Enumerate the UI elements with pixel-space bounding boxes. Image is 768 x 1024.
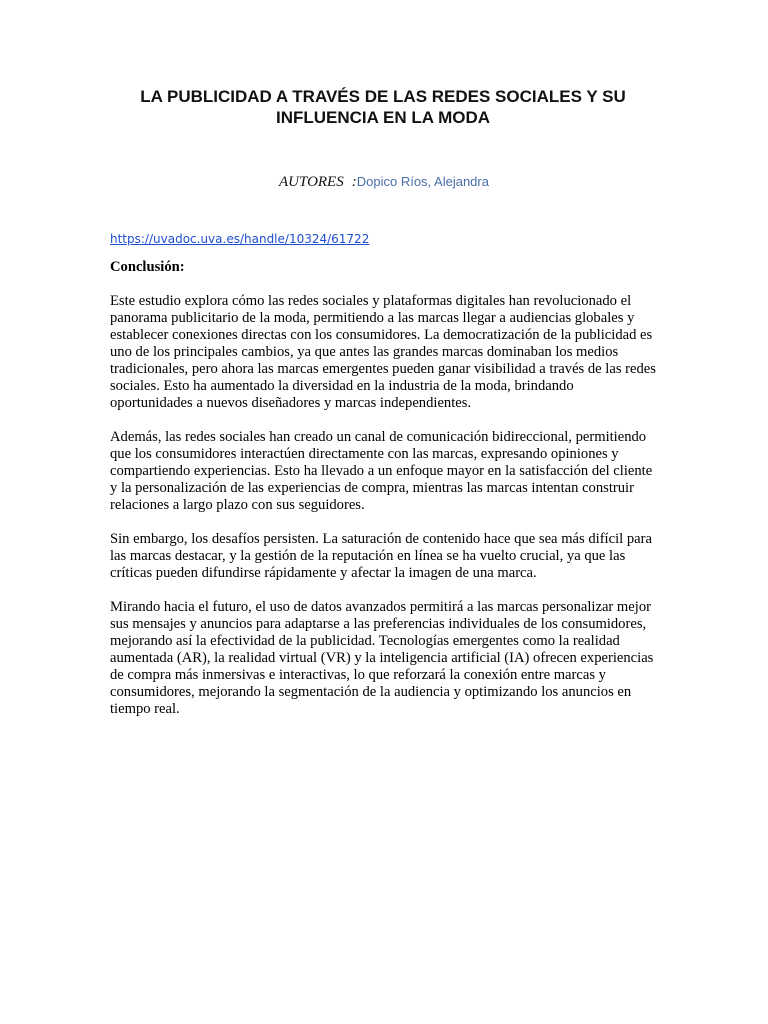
authors-label: AUTORES <box>279 174 344 190</box>
body-paragraph-1: Este estudio explora cómo las redes sociales y plataformas digitales han revolucionado el panorama publicitario de la moda, permitiendo a las marcas llegar a audiencias globales y establecer conexiones directas con los consumidores. La democratización de la publicidad es uno de los principales cambios, ya que antes las grandes marcas dominaban los medios tradicionales, pero ahora las marcas emergentes pueden ganar visibilidad a través de las redes sociales. Esto ha aumentado la diversidad en la industria de la moda, brindando oportunidades a nuevos diseñadores y marcas independientes. <box>110 293 656 411</box>
source-link[interactable]: https://uvadoc.uva.es/handle/10324/61722 <box>110 232 370 246</box>
author-name: Dopico Ríos, Alejandra <box>356 174 489 189</box>
document-body <box>110 259 658 735</box>
section-heading: Conclusión: <box>110 259 185 275</box>
body-paragraph-4: Mirando hacia el futuro, el uso de datos avanzados permitirá a las marcas personalizar mejor sus mensajes y anuncios para adaptarse a las preferencias individuales de los consumidores, mejorando así la efectividad de la publicidad. Tecnologías emergentes como la realidad aumentada (AR), la realidad virtual (VR) y la inteligencia artificial (IA) ofrecen experiencias de compra más inmersivas e interactivas, lo que reforzará la conexión entre marcas y consumidores, mejorando la segmentación de la audiencia y optimizando los anuncios en tiempo real. <box>110 599 654 717</box>
authors-separator: : <box>351 174 357 190</box>
body-paragraph-3: Sin embargo, los desafíos persisten. La saturación de contenido hace que sea más difícil para las marcas destacar, y la gestión de la reputación en línea se ha vuelto crucial, ya que las críticas pueden difundirse rápidamente y afectar la imagen de una marca. <box>110 531 652 581</box>
document-title: LA PUBLICIDAD A TRAVÉS DE LAS REDES SOCIALES Y SU INFLUENCIA EN LA MODA <box>140 87 626 127</box>
body-paragraph-2: Además, las redes sociales han creado un canal de comunicación bidireccional, permitiendo que los consumidores interactúen directamente con las marcas, expresando opiniones y compartiendo experiencias. Esto ha llevado a un enfoque mayor en la satisfacción del cliente y la personalización de las experiencias de compra, mientras las marcas intentan construir relaciones a largo plazo con sus seguidores. <box>110 429 653 513</box>
authors-line <box>0 173 768 192</box>
